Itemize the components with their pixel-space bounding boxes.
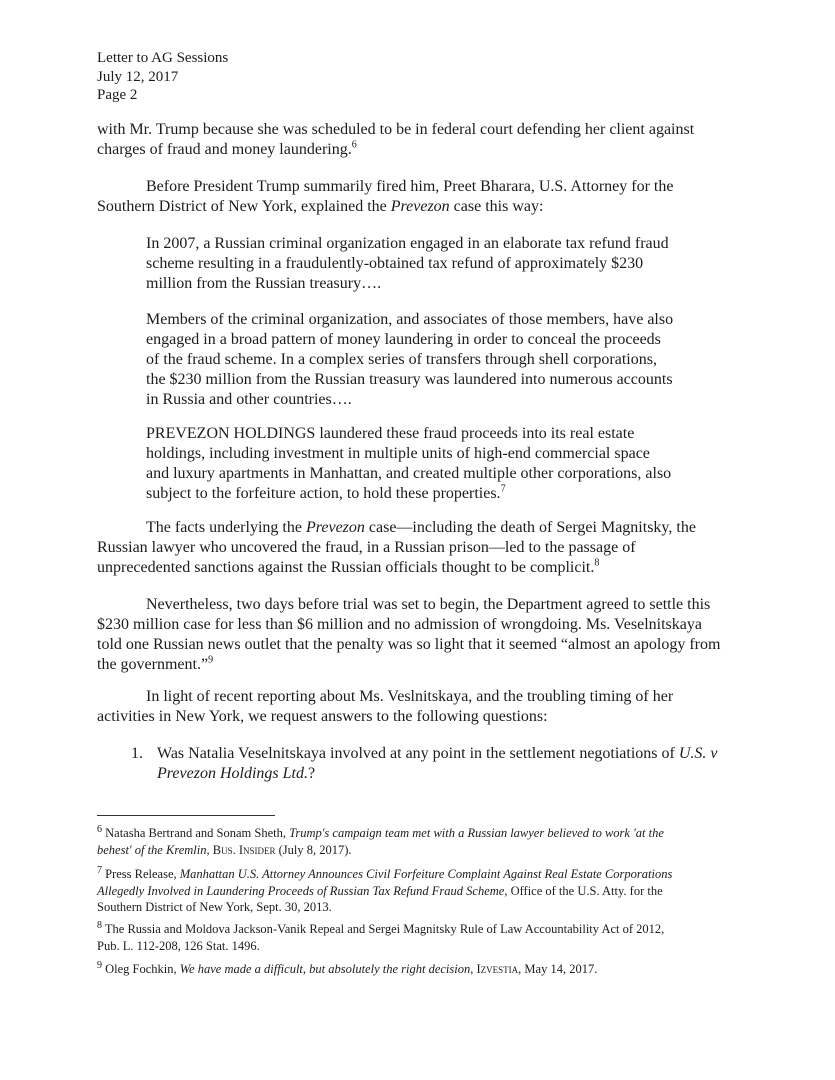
paragraph-5 [97,687,739,727]
quote-line: holdings, including investment in multiple units of high-end commercial space [146,445,650,462]
footnote-title: Manhattan U.S. Attorney Announces Civil Forfeiture Complaint Against Real Estate Corporations [179,867,673,881]
paragraph-line: Nevertheless, two days before trial was set to begin, the Department agreed to settle this [146,596,711,613]
paragraph-line: case this way: [449,198,544,215]
paragraph-line: case—including the death of Sergei Magnitsky, the [364,519,696,536]
quote-line: engaged in a broad pattern of money laundering in order to conceal the proceeds [146,331,661,348]
list-number: 1. [131,745,143,762]
footnote-publication: Bus. Insider [212,842,276,857]
footnote-text: , May 14, 2017. [518,962,598,976]
block-quote-2 [146,310,673,410]
block-quote-3 [146,424,671,504]
quote-line: the $230 million from the Russian treasury was laundered into numerous accounts [146,371,673,388]
paragraph-line: The facts underlying the [146,519,306,536]
footnote-title: behest' of the Kremlin [97,842,207,857]
paragraph-4 [97,595,739,675]
paragraph-line: unprecedented sanctions against the Russian officials thought to be complicit. [97,559,595,576]
case-name: U.S. v [678,745,718,762]
case-name: Prevezon Holdings Ltd. [157,765,308,782]
case-name: Prevezon [390,198,450,215]
list-item-text: Was Natalia Veselnitskaya involved at any point in the settlement negotiations of [157,745,679,762]
quote-line: PREVEZON HOLDINGS laundered these fraud proceeds into its real estate [146,425,635,442]
paragraph-3 [97,518,739,578]
footnote-text: Southern District of New York, Sept. 30, 2013. [97,900,332,914]
footnote-number: 7 [97,864,102,876]
quote-line: and luxury apartments in Manhattan, and created multiple other corporations, also [146,465,672,482]
footnote-ref-9: 9 [208,654,214,666]
footnote-text: , [206,842,213,857]
footnote-number: 8 [97,919,102,931]
paragraph-2 [97,177,739,217]
paragraph-line: Russian lawyer who uncovered the fraud, in a Russian prison—led to the passage of [97,539,636,556]
paragraph-line: charges of fraud and money laundering. [97,141,352,158]
paragraph-line: Southern District of New York, explained the [97,198,391,215]
paragraph-line: Before President Trump summarily fired him, Preet Bharara, U.S. Attorney for the [146,178,674,195]
quote-line: in Russia and other countries…. [146,391,352,408]
letter-header [97,49,228,105]
quote-line: scheme resulting in a fraudulently-obtained tax refund of approximately $230 [146,255,644,272]
footnote-9 [97,961,597,978]
quote-line: of the fraud scheme. In a complex series of transfers through shell corporations, [146,351,657,368]
list-item-text: ? [307,765,316,782]
case-name: Prevezon [305,519,365,536]
question-list-item-1 [131,744,718,784]
footnote-publication: Izvestia [476,962,519,976]
footnote-title: Allegedly Involved in Laundering Proceeds of Russian Tax Refund Fraud Scheme [97,883,505,898]
paragraph-line: told one Russian news outlet that the penalty was so light that it seemed “almost an apology from [97,636,721,653]
footnote-text: Press Release, [102,867,180,881]
footnote-text: Pub. L. 112-208, 126 Stat. 1496. [97,938,260,953]
footnote-text: The Russia and Moldova Jackson-Vanik Repeal and Sergei Magnitsky Rule of Law Accountability Act of 2012, [102,922,665,936]
footnote-ref-6: 6 [351,139,357,151]
footnote-6 [97,825,664,858]
footnote-number: 9 [97,959,102,971]
header-recipient: Letter to AG Sessions [97,50,229,66]
footnote-ref-7: 7 [500,483,506,495]
paragraph-line: activities in New York, we request answers to the following questions: [97,708,548,725]
footnote-8 [97,921,664,954]
footnote-text: (July 8, 2017). [275,842,352,857]
footnote-title: We have made a difficult, but absolutely the right decision [179,962,471,976]
footnote-7 [97,866,672,916]
footnote-text: Oleg Fochkin, [102,962,180,976]
footnote-text: , Office of the U.S. Atty. for the [504,883,663,898]
footnote-ref-8: 8 [594,557,600,569]
quote-line: Members of the criminal organization, and associates of those members, have also [146,311,674,328]
paragraph-line: with Mr. Trump because she was scheduled to be in federal court defending her client against [97,121,695,138]
header-page-number: Page 2 [97,87,138,103]
quote-line: In 2007, a Russian criminal organization engaged in an elaborate tax refund fraud [146,235,669,252]
paragraph-1 [97,120,739,160]
paragraph-line: $230 million case for less than $6 million and no admission of wrongdoing. Ms. Veselnitskaya [97,616,702,633]
quote-line: million from the Russian treasury…. [146,275,382,292]
header-date: July 12, 2017 [97,68,179,85]
footnote-text: , [470,962,477,976]
paragraph-line: In light of recent reporting about Ms. Veslnitskaya, and the troubling timing of her [146,688,674,705]
footnote-text: Natasha Bertrand and Sonam Sheth, [102,826,290,840]
quote-line: subject to the forfeiture action, to hold these properties. [146,485,501,502]
footnote-title: Trump's campaign team met with a Russian lawyer believed to work 'at the [289,826,664,840]
paragraph-line: the government.” [97,656,209,673]
footnote-divider [97,815,275,816]
block-quote-1 [146,234,669,294]
footnote-number: 6 [97,823,102,835]
